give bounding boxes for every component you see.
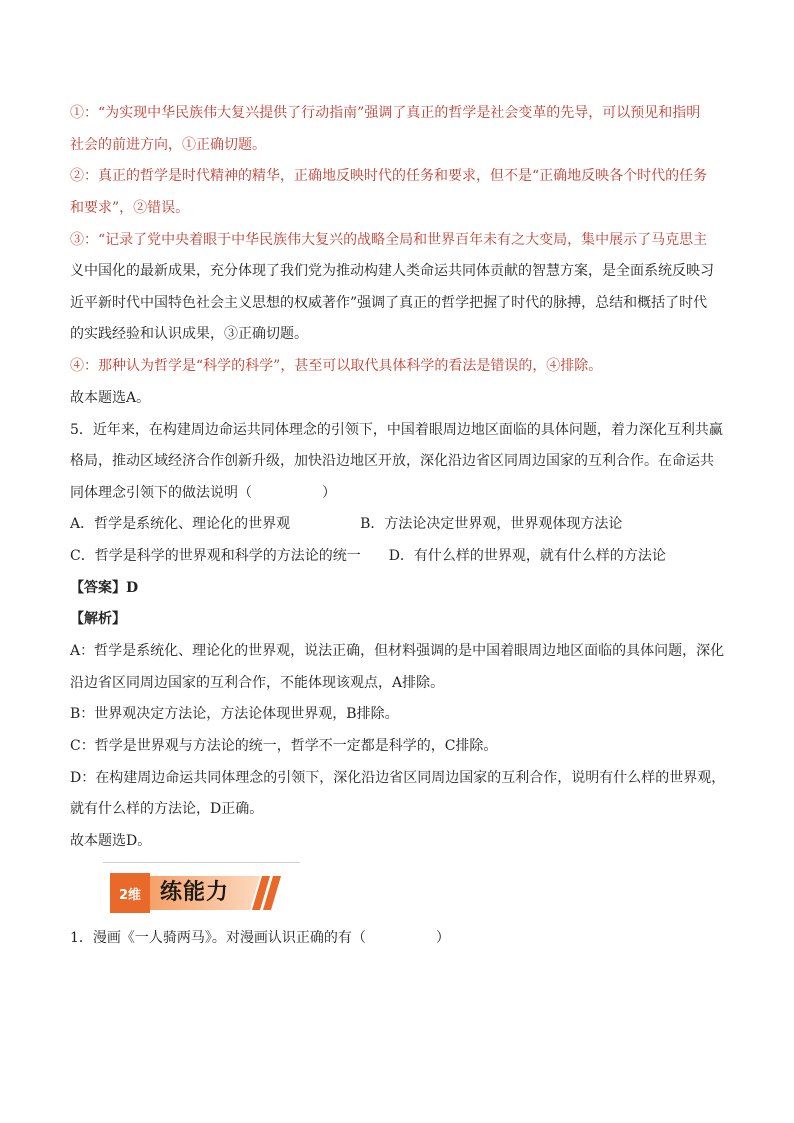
text-line: 格局，推动区域经济合作创新升级，加快沿边地区开放，深化沿边省区同周边国家的互利合作。在命运共 (70, 453, 714, 469)
text-line: 【答案】D (70, 580, 139, 596)
text-line: ①：“为实现中华民族伟大复兴提供了行动指南”强调了真正的哲学是社会变革的先导，可以预见和指明 (70, 105, 701, 121)
text-line: ②：真正的哲学是时代精神的精华，正确地反映时代的任务和要求，但不是“正确地反映各个时代的任务 (70, 168, 708, 184)
text-line: 近平新时代中国特色社会主义思想的权威著作”强调了真正的哲学把握了时代的脉搏，总结和概括了时代 (70, 295, 708, 311)
text-line: C：哲学是世界观与方法论的统一，哲学不一定都是科学的，C排除。 (70, 738, 498, 754)
text-line: 就有什么样的方法论，D正确。 (70, 801, 264, 817)
text-line: ④：那种认为哲学是“科学的科学”，甚至可以取代具体科学的看法是错误的，④排除。 (70, 358, 603, 374)
text-line: 社会的前进方向，①正确切题。 (70, 137, 266, 153)
section-badge: 2维 (118, 887, 142, 903)
text-line: A：哲学是系统化、理论化的世界观，说法正确，但材料强调的是中国着眼周边地区面临的具体问题，深化 (70, 643, 725, 659)
section-title: 练能力 (160, 880, 230, 905)
text-line: A．哲学是系统化、理论化的世界观 B．方法论决定世界观，世界观体现方法论 (70, 516, 623, 532)
text-line: 故本题选D。 (70, 833, 152, 849)
text-line: B：世界观决定方法论，方法论体现世界观，B排除。 (70, 706, 399, 722)
text-line: 和要求”，②错误。 (70, 200, 190, 216)
text-line: 同体理念引领下的做法说明（ ） (70, 485, 336, 501)
text-line: 故本题选A。 (70, 390, 151, 406)
text-line: C．哲学是科学的世界观和科学的方法论的统一 D．有什么样的世界观，就有什么样的方法论 (70, 548, 666, 564)
text-line: 义中国化的最新成果，充分体现了我们党为推动构建人类命运共同体贡献的智慧方案，是全面系统反映习 (70, 263, 714, 279)
section-banner (110, 873, 290, 913)
section-divider (103, 862, 300, 863)
text-line: 【解析】 (70, 611, 126, 627)
text-line: ③：“记录了党中央着眼于中华民族伟大复兴的战略全局和世界百年未有之大变局，集中展示了马克思主 (70, 232, 708, 248)
question-1: 1．漫画《一人骑两马》。对漫画认识正确的有（ ） (70, 930, 450, 946)
text-line: 5．近年来，在构建周边命运共同体理念的引领下，中国着眼周边地区面临的具体问题，着力深化互利共赢 (70, 422, 723, 438)
text-line: 的实践经验和认识成果，③正确切题。 (70, 326, 308, 342)
text-line: D：在构建周边命运共同体理念的引领下，深化沿边省区同周边国家的互利合作，说明有什么样的世界观， (70, 770, 726, 786)
text-line: 沿边省区同周边国家的互利合作，不能体现该观点，A排除。 (70, 675, 445, 691)
